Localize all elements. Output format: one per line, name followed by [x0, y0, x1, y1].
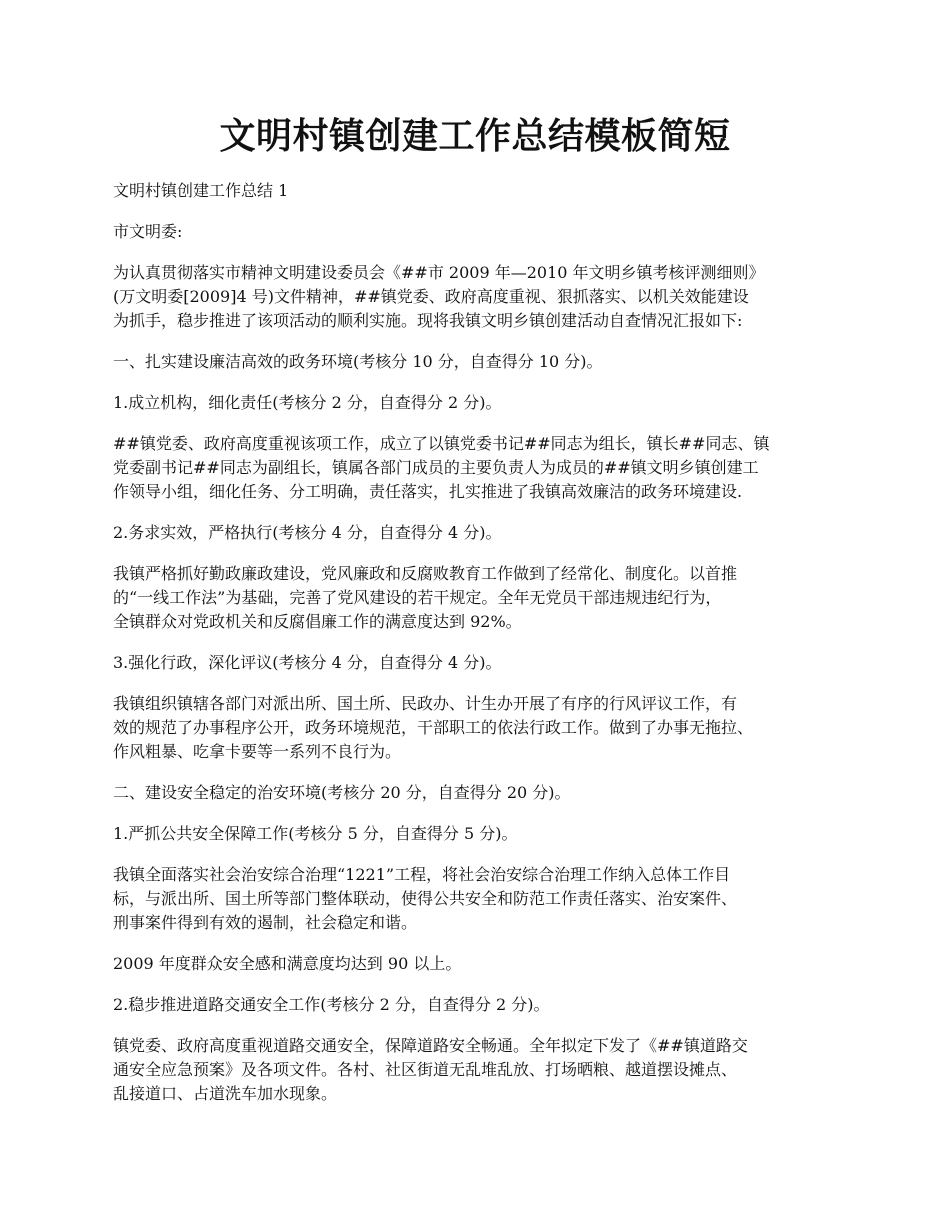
- text-line: 作领导小组，细化任务、分工明确，责任落实，扎实推进了我镇高效廉洁的政务环境建设.: [113, 482, 743, 501]
- paragraph-subheading-2-2: [113, 993, 853, 1017]
- text-line: 我镇全面落实社会治安综合治理“1221”工程，将社会治安综合治理工作纳入总体工作目: [113, 865, 731, 884]
- text-line: 效的规范了办事程序公开，政务环境规范，干部职工的依法行政工作。做到了办事无拖拉、: [113, 718, 754, 737]
- text-line: 的“一线工作法”为基础，完善了党风建设的若干规定。全年无党员干部违规违纪行为，: [113, 588, 722, 607]
- paragraph-heading-2: [113, 781, 853, 805]
- paragraph-body: [113, 692, 853, 764]
- paragraph-heading-1: [113, 350, 853, 374]
- text-line: 为认真贯彻落实市精神文明建设委员会《##市 2009 年—2010 年文明乡镇考核评测细则》: [113, 263, 765, 282]
- paragraph-body: [113, 1034, 853, 1106]
- text-line: 镇党委、政府高度重视道路交通安全，保障道路安全畅通。全年拟定下发了《##镇道路交: [113, 1036, 748, 1055]
- paragraph-body: [113, 432, 853, 504]
- text-line: 刑事案件得到有效的遏制，社会稳定和谐。: [113, 913, 418, 932]
- paragraph-salutation: [113, 220, 853, 244]
- document-body: [113, 179, 853, 1123]
- text-line: 全镇群众对党政机关和反腐倡廉工作的满意度达到 92%。: [113, 612, 522, 631]
- text-line: 2.稳步推进道路交通安全工作(考核分 2 分，自查得分 2 分)。: [113, 995, 550, 1014]
- paragraph-body: [113, 863, 853, 935]
- text-line: 作风粗暴、吃拿卡要等一系列不良行为。: [113, 742, 402, 761]
- text-line: 二、建设安全稳定的治安环境(考核分 20 分，自查得分 20 分)。: [113, 783, 571, 802]
- text-line: 我镇严格抓好勤政廉政建设，党风廉政和反腐败教育工作做到了经常化、制度化。以首推: [113, 564, 738, 583]
- text-line: (万文明委[2009]4 号)文件精神，##镇党委、政府高度重视、狠抓落实、以机关效能建设: [113, 287, 749, 306]
- text-line: 乱接道口、占道洗车加水现象。: [113, 1084, 338, 1103]
- text-line: 为抓手，稳步推进了该项活动的顺利实施。现将我镇文明乡镇创建活动自查情况汇报如下:: [113, 311, 743, 330]
- paragraph-intro: [113, 261, 853, 333]
- paragraph-subheading-1-1: [113, 391, 853, 415]
- text-line: ##镇党委、政府高度重视该项工作，成立了以镇党委书记##同志为组长，镇长##同志、镇: [113, 434, 770, 453]
- paragraph-subheading-1-3: [113, 651, 853, 675]
- text-line: 党委副书记##同志为副组长，镇属各部门成员的主要负责人为成员的##镇文明乡镇创建工: [113, 458, 759, 477]
- text-line: 标，与派出所、国土所等部门整体联动，使得公共安全和防范工作责任落实、治安案件、: [113, 889, 738, 908]
- paragraph-subheading-2-1: [113, 822, 853, 846]
- text-line: 通安全应急预案》及各项文件。各村、社区街道无乱堆乱放、打场晒粮、越道摆设摊点、: [113, 1060, 738, 1079]
- text-line: 1.严抓公共安全保障工作(考核分 5 分，自查得分 5 分)。: [113, 824, 518, 843]
- text-line: 1.成立机构，细化责任(考核分 2 分，自查得分 2 分)。: [113, 393, 502, 412]
- text-line: 一、扎实建设廉洁高效的政务环境(考核分 10 分，自查得分 10 分)。: [113, 352, 603, 371]
- text-line: 3.强化行政，深化评议(考核分 4 分，自查得分 4 分)。: [113, 653, 502, 672]
- paragraph-body: [113, 562, 853, 634]
- document-title: 文明村镇创建工作总结模板简短: [219, 115, 731, 157]
- text-line: 2009 年度群众安全感和满意度均达到 90 以上。: [113, 954, 462, 973]
- text-line: 文明村镇创建工作总结 1: [113, 181, 289, 200]
- text-line: 市文明委:: [113, 222, 183, 241]
- text-line: 2.务求实效，严格执行(考核分 4 分，自查得分 4 分)。: [113, 523, 502, 542]
- paragraph-body: [113, 952, 853, 976]
- paragraph-subheading-1-2: [113, 521, 853, 545]
- text-line: 我镇组织镇辖各部门对派出所、国土所、民政办、计生办开展了有序的行风评议工作，有: [113, 694, 738, 713]
- paragraph-section-heading: [113, 179, 853, 203]
